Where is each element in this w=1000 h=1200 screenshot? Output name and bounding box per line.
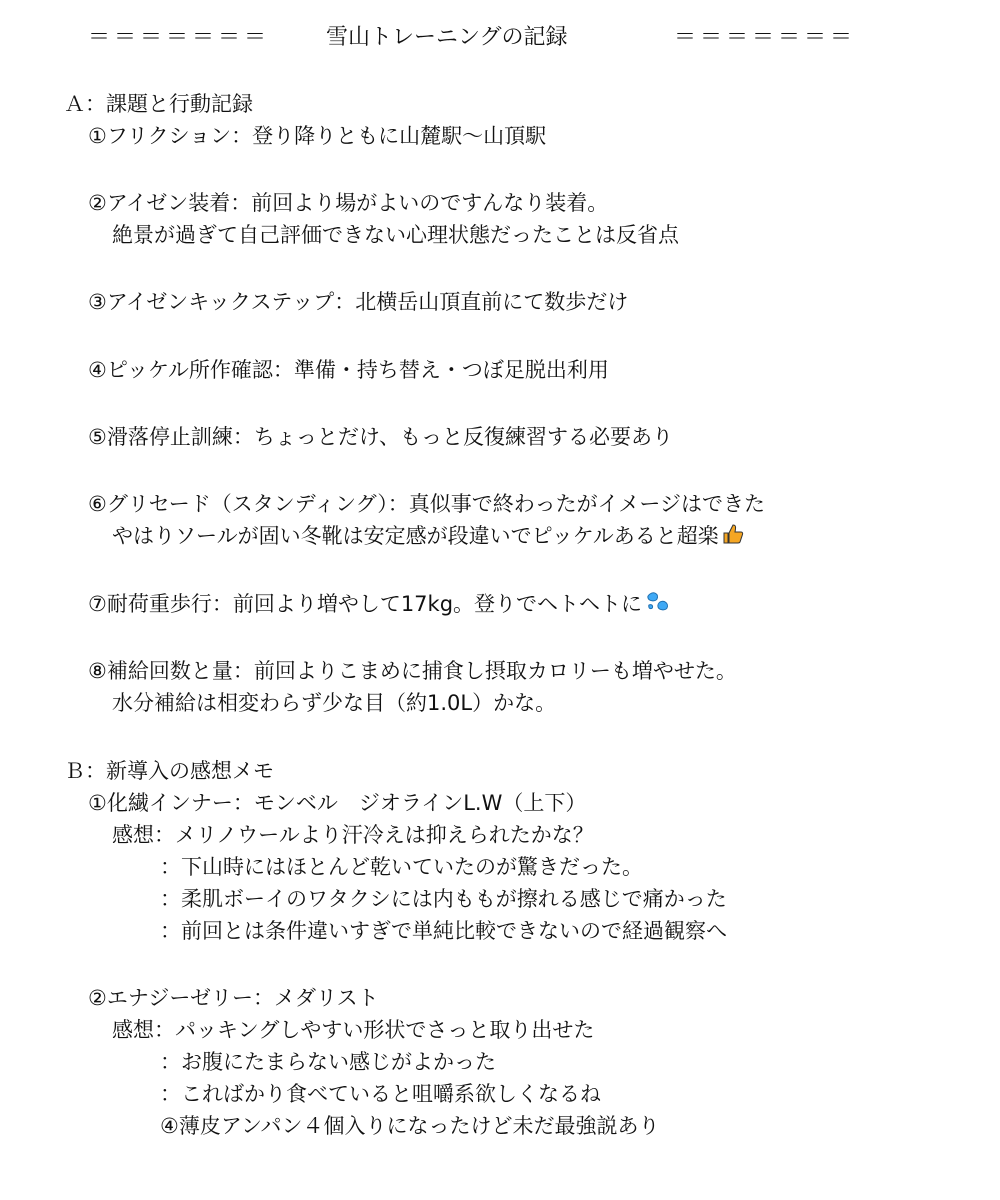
section-b-item-1-impression-2: ：下山時にはほとんど乾いていたのが驚きだった。 [160, 855, 643, 879]
section-b-heading: Ｂ：新導入の感想メモ [64, 759, 274, 783]
section-b-item-1-impression-1-wrap [112, 819, 594, 851]
section-a-item-6-line-2: やはりソールが固い冬靴は安定感が段違いでピッケルあると超楽 [112, 524, 719, 548]
section-b-item-1-impression-3: ：柔肌ボーイのワタクシには内ももが擦れる感じで痛かった [160, 887, 727, 911]
document-title: 雪山トレーニングの記録 [326, 25, 568, 50]
section-a-item-4: ④ピッケル所作確認：準備・持ち替え・つぼ足脱出利用 [88, 358, 609, 382]
section-b-item-2-note: ④薄皮アンパン４個入りになったけど未だ最強説あり [160, 1114, 660, 1138]
section-b-item-2-impression-1-wrap [112, 1014, 594, 1046]
section-b-item-2-title: ②エナジーゼリー：メダリスト [88, 986, 379, 1010]
title-decoration-right: ＝＝＝＝＝＝＝ [674, 25, 857, 50]
section-a-item-8: ⑧補給回数と量：前回よりこまめに捕食し摂取カロリーも増やせた。 [88, 659, 737, 683]
section-a-item-6: ⑥グリセード（スタンディング）：真似事で終わったがイメージはできた [88, 492, 765, 516]
section-a-item-7: ⑦耐荷重歩行：前回より増やして17kg。登りでヘトヘトに [88, 592, 643, 616]
impression-label: 感想： [112, 823, 175, 847]
section-b-item-1-title: ①化繊インナー：モンベル ジオラインL.W（上下） [88, 791, 587, 815]
section-a-heading: Ａ：課題と行動記録 [64, 92, 253, 116]
section-a-item-1: ①フリクション：登り降りともに山麓駅～山頂駅 [88, 124, 547, 148]
title-decoration-left: ＝＝＝＝＝＝＝ [88, 25, 271, 50]
section-b-item-1-impression-4: ：前回とは条件違いすぎで単純比較できないので経過観察へ [160, 919, 727, 943]
sweat-drops-icon [644, 590, 670, 623]
section-b-item-1-impression-1: メリノウールより汗冷えは抑えられたかな？ [175, 823, 594, 847]
section-a-item-7-wrap [88, 588, 670, 623]
section-a-item-8-line-2: 水分補給は相変わらず少な目（約1.0L）かな。 [112, 691, 557, 715]
section-b-item-2-impression-2: ：お腹にたまらない感じがよかった [160, 1050, 496, 1074]
impression-label: 感想： [112, 1018, 175, 1042]
section-a-item-2-line-2: 絶景が過ぎて自己評価できない心理状態だったことは反省点 [112, 223, 679, 247]
section-a-item-6-line-2-wrap [112, 520, 745, 555]
section-a-item-3: ③アイゼンキックステップ：北横岳山頂直前にて数歩だけ [88, 290, 629, 314]
section-b-item-2-impression-1: パッキングしやすい形状でさっと取り出せた [175, 1018, 595, 1042]
section-a-item-5: ⑤滑落停止訓練：ちょっとだけ、もっと反復練習する必要あり [88, 425, 673, 449]
section-a-item-2: ②アイゼン装着：前回より場がよいのですんなり装着。 [88, 191, 609, 215]
document-title-row [88, 22, 888, 58]
section-b-item-2-impression-3: ：こればかり食べていると咀嚼系欲しくなるね [160, 1082, 601, 1106]
thumbs-up-icon [721, 522, 745, 555]
